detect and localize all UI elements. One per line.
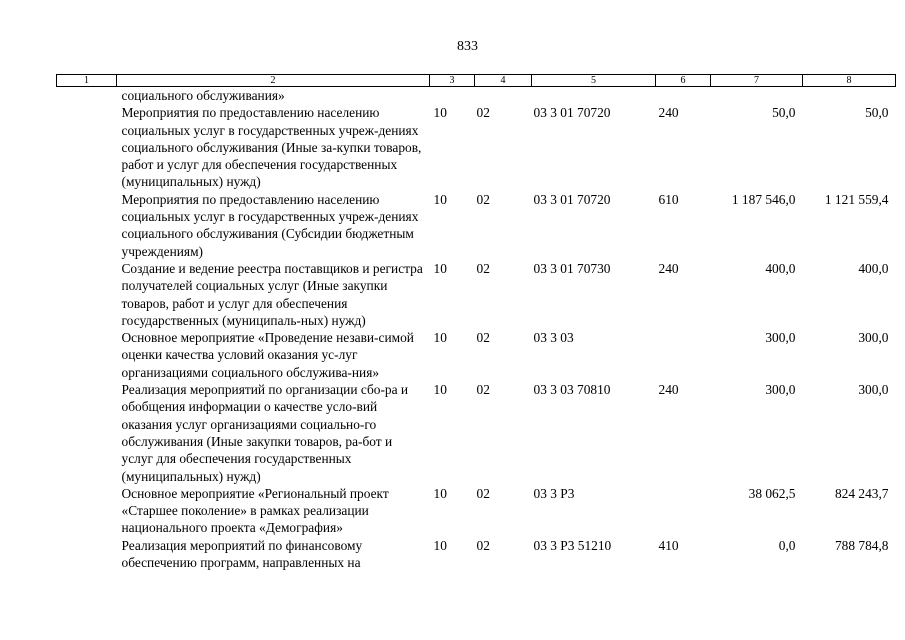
column-header-3: 3 (430, 75, 475, 87)
page-number: 833 (457, 39, 478, 54)
row-target-article: 03 3 01 70730 (533, 260, 611, 276)
row-amount-8 (803, 87, 896, 105)
row-expense-type: 610 (658, 191, 679, 207)
row-amount-8: 400,0 (858, 260, 889, 276)
table-row (57, 260, 896, 329)
row-expense-type: 240 (658, 260, 679, 276)
row-amount-7: 0,0 (778, 537, 796, 553)
row-expense-type: 240 (658, 382, 679, 398)
row-expense-type (656, 329, 711, 381)
table-row (57, 191, 896, 260)
row-name: Реализация мероприятий по финансовому обеспечению программ, направленных на (121, 537, 363, 571)
column-number-header-row (57, 75, 896, 87)
row-section: 10 (433, 330, 447, 346)
row-target-article: 03 3 03 70810 (533, 382, 611, 398)
row-amount-7: 50,0 (772, 105, 796, 121)
row-subsection (475, 87, 532, 105)
row-target-article: 03 3 Р3 (533, 485, 575, 501)
row-amount-7: 300,0 (765, 330, 796, 346)
row-target-article (532, 87, 656, 105)
row-amount-8: 50,0 (865, 105, 889, 121)
row-section: 10 (433, 382, 447, 398)
column-header-7: 7 (711, 75, 803, 87)
row-amount-7: 400,0 (765, 260, 796, 276)
row-amount-8: 788 784,8 (834, 537, 889, 553)
row-expense-type (656, 485, 711, 537)
row-expense-type: 240 (658, 105, 679, 121)
row-subsection: 02 (476, 537, 490, 553)
row-subsection: 02 (476, 260, 490, 276)
row-section: 10 (433, 260, 447, 276)
row-section (430, 87, 475, 105)
table-row (57, 381, 896, 485)
row-subsection: 02 (476, 485, 490, 501)
row-amount-8: 300,0 (858, 330, 889, 346)
table-row (57, 485, 896, 537)
row-amount-7: 1 187 546,0 (731, 191, 796, 207)
column-header-1: 1 (57, 75, 117, 87)
column-header-2: 2 (117, 75, 430, 87)
row-amount-8: 300,0 (858, 382, 889, 398)
row-expense-type: 410 (658, 537, 679, 553)
column-header-5: 5 (532, 75, 656, 87)
row-amount-8: 1 121 559,4 (824, 191, 889, 207)
row-name: Реализация мероприятий по организации сбо-ра и обобщения информации о качестве усло-вий оказания услуг организациями социально-го обслуживания (Иные закупки товаров, ра-бот и услуг для обеспечения государственных (муниципальных) нужд) (121, 382, 409, 484)
row-target-article: 03 3 01 70720 (533, 191, 611, 207)
budget-table (56, 74, 896, 571)
row-amount-7: 38 062,5 (748, 485, 796, 501)
row-subsection: 02 (476, 105, 490, 121)
row-section: 10 (433, 191, 447, 207)
row-name: Создание и ведение реестра поставщиков и регистра получателей социальных услуг (Иные закупки товаров, работ и услуг для обеспечения государственных (муниципаль-ных) нужд) (121, 260, 423, 328)
row-amount-7 (711, 87, 803, 105)
column-header-4: 4 (475, 75, 532, 87)
row-amount-7: 300,0 (765, 382, 796, 398)
table-row (57, 104, 896, 190)
row-section: 10 (433, 485, 447, 501)
row-subsection: 02 (476, 191, 490, 207)
column-header-6: 6 (656, 75, 711, 87)
column-header-8: 8 (803, 75, 896, 87)
row-section: 10 (433, 537, 447, 553)
row-amount-8: 824 243,7 (834, 485, 889, 501)
row-name: социального обслуживания» (121, 88, 285, 103)
row-name: Мероприятия по предоставлению населению социальных услуг в государственных учреж-дениях социального обслуживания (Субсидии бюджетным учреждениям) (121, 191, 419, 259)
row-target-article: 03 3 Р3 51210 (533, 537, 612, 553)
table-row (57, 537, 896, 572)
row-subsection: 02 (476, 382, 490, 398)
row-name: Мероприятия по предоставлению населению социальных услуг в государственных учреж-дениях социального обслуживания (Иные за-купки товаров, работ и услуг для обеспечения государственных (муниципальных) нужд) (121, 105, 422, 190)
row-section: 10 (433, 105, 447, 121)
row-subsection: 02 (476, 330, 490, 346)
row-expense-type (656, 87, 711, 105)
table-row (57, 87, 896, 105)
row-name: Основное мероприятие «Региональный проект «Старшее поколение» в рамках реализации национального проекта «Демография» (121, 485, 389, 536)
table-row (57, 329, 896, 381)
row-target-article: 03 3 01 70720 (533, 105, 611, 121)
row-target-article: 03 3 03 (533, 330, 574, 346)
row-name: Основное мероприятие «Проведение незави-симой оценки качества условий оказания ус-луг организациями социального обслужива-ния» (121, 330, 414, 380)
